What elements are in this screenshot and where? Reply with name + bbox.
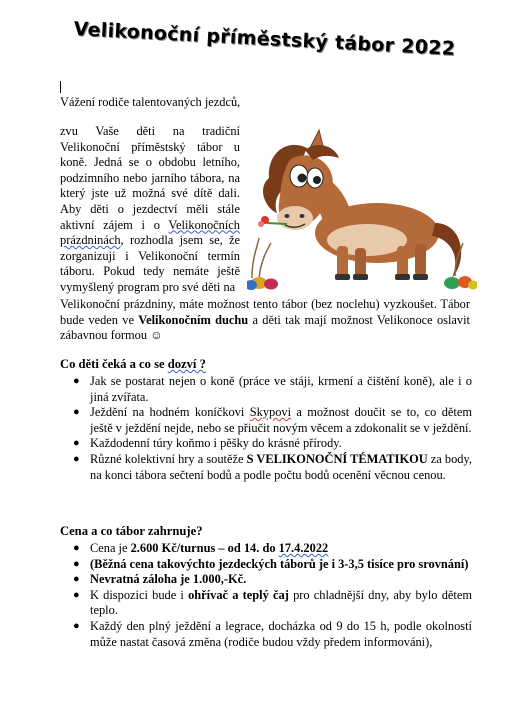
- list-item-text: Každý den plný ježdění a legrace, docházka od 9 do 15 h, podle okolností může nastat časová změna (rodiče budou vždy předem informováni),: [90, 618, 472, 649]
- intro-text-3: , rozhodla jsem se, že zorganizuji i Velikonoční termín táboru. Pokud tedy nemáte ještě vymyšlený program pro své děti na: [60, 233, 240, 294]
- bullet-icon: ●: [73, 437, 80, 450]
- list-item-text: Každodenní túry koňmo i pěšky do krásné přírody.: [90, 436, 342, 451]
- section1-heading-wavy: dozví ?: [167, 357, 206, 371]
- list-item: [60, 374, 472, 405]
- list-item-post: za body, na konci tábora sečtení bodů a podle počtu bodů ocenění věcnou cenou.: [90, 451, 472, 482]
- section2-heading: Cena a co tábor zahrnuje?: [60, 524, 203, 538]
- bullet-icon: ●: [73, 573, 80, 586]
- list-item-bold: Nevratná záloha je 1.000,-Kč.: [90, 572, 247, 587]
- list-item-bold: S VELIKONOČNÍ TÉMATIKOU: [246, 451, 428, 466]
- section2-list: [60, 541, 472, 650]
- list-item-bold: ohřívač a teplý čaj: [188, 587, 289, 602]
- section1-list: [60, 374, 472, 483]
- list-item: [60, 572, 472, 588]
- list-item-post: pro chladnější dny, aby bylo dětem teplo.: [90, 587, 472, 618]
- list-item: [60, 541, 472, 557]
- list-item: [60, 619, 472, 650]
- intro-cont-part2: a děti tak mají možnost Velikonoce oslavit zábavnou formou ☺: [60, 312, 471, 343]
- bullet-icon: ●: [73, 452, 80, 465]
- list-item: [60, 436, 472, 452]
- list-item-text: Jak se postarat nejen o koně (práce ve stáji, krmení a čištění koně), ale i o jiná zvířata.: [90, 374, 472, 404]
- list-item: [60, 588, 472, 619]
- section1-heading: [60, 357, 206, 372]
- intro-cont-bold: Velikonočním duchu: [138, 312, 249, 327]
- intro-continuation: [60, 297, 470, 344]
- list-item-wavy: Skypovi: [249, 405, 292, 420]
- bullet-icon: ●: [73, 542, 80, 554]
- list-item-pre: K dispozici bude i: [90, 587, 189, 602]
- list-item-bold: (Běžná cena takovýchto jezdeckých táborů je i 3-3,5 tisíce pro srovnání): [90, 556, 469, 571]
- list-item-post: a možnost doučit se to, co dětem ještě v ježdění nejde, nebo se přiučit novým věcem a zdokonalit se v ježdění.: [90, 405, 472, 435]
- text-cursor: [60, 81, 61, 93]
- section1-heading-pre: Co děti čeká a co se: [60, 357, 168, 371]
- greeting: Vážení rodiče talentovaných jezdců,: [60, 95, 241, 109]
- bullet-icon: ●: [73, 588, 80, 601]
- intro-text-2: Velikonočních prázdninách: [60, 217, 240, 248]
- list-item-bold: 2.600 Kč/turnus – od 14. do: [130, 541, 279, 555]
- list-item: [60, 452, 472, 483]
- bullet-icon: ●: [73, 406, 80, 419]
- intro-paragraph: [60, 124, 240, 296]
- bullet-icon: ●: [73, 375, 80, 387]
- bullet-icon: ●: [73, 557, 80, 570]
- intro-text-1: zvu Vaše děti na tradiční Velikonoční příměstský tábor u koně. Jedná se o obdobu letního, podzimního nebo jarního tábora, na který jste už možná své dítě dali. Aby děti o jezdectví měli stále aktivní zájem i o: [60, 124, 240, 232]
- list-item-pre: Cena je: [90, 541, 131, 555]
- list-item-pre: Různé kolektivní hry a soutěže: [90, 451, 247, 466]
- list-item-bold-wavy: 17.4.2022: [278, 541, 329, 555]
- page-title: Velikonoční příměstský tábor 2022: [73, 18, 456, 60]
- list-item: [60, 557, 472, 573]
- list-item-pre: Ježdění na hodném koníčkovi: [90, 405, 250, 420]
- bullet-icon: ●: [73, 619, 80, 632]
- horse-illustration: [247, 128, 477, 293]
- list-item: [60, 405, 472, 436]
- intro-cont-part1: Velikonoční prázdniny, máte možnost tento tábor (bez noclehu) vyzkoušet. Tábor bude veden ve: [60, 297, 470, 327]
